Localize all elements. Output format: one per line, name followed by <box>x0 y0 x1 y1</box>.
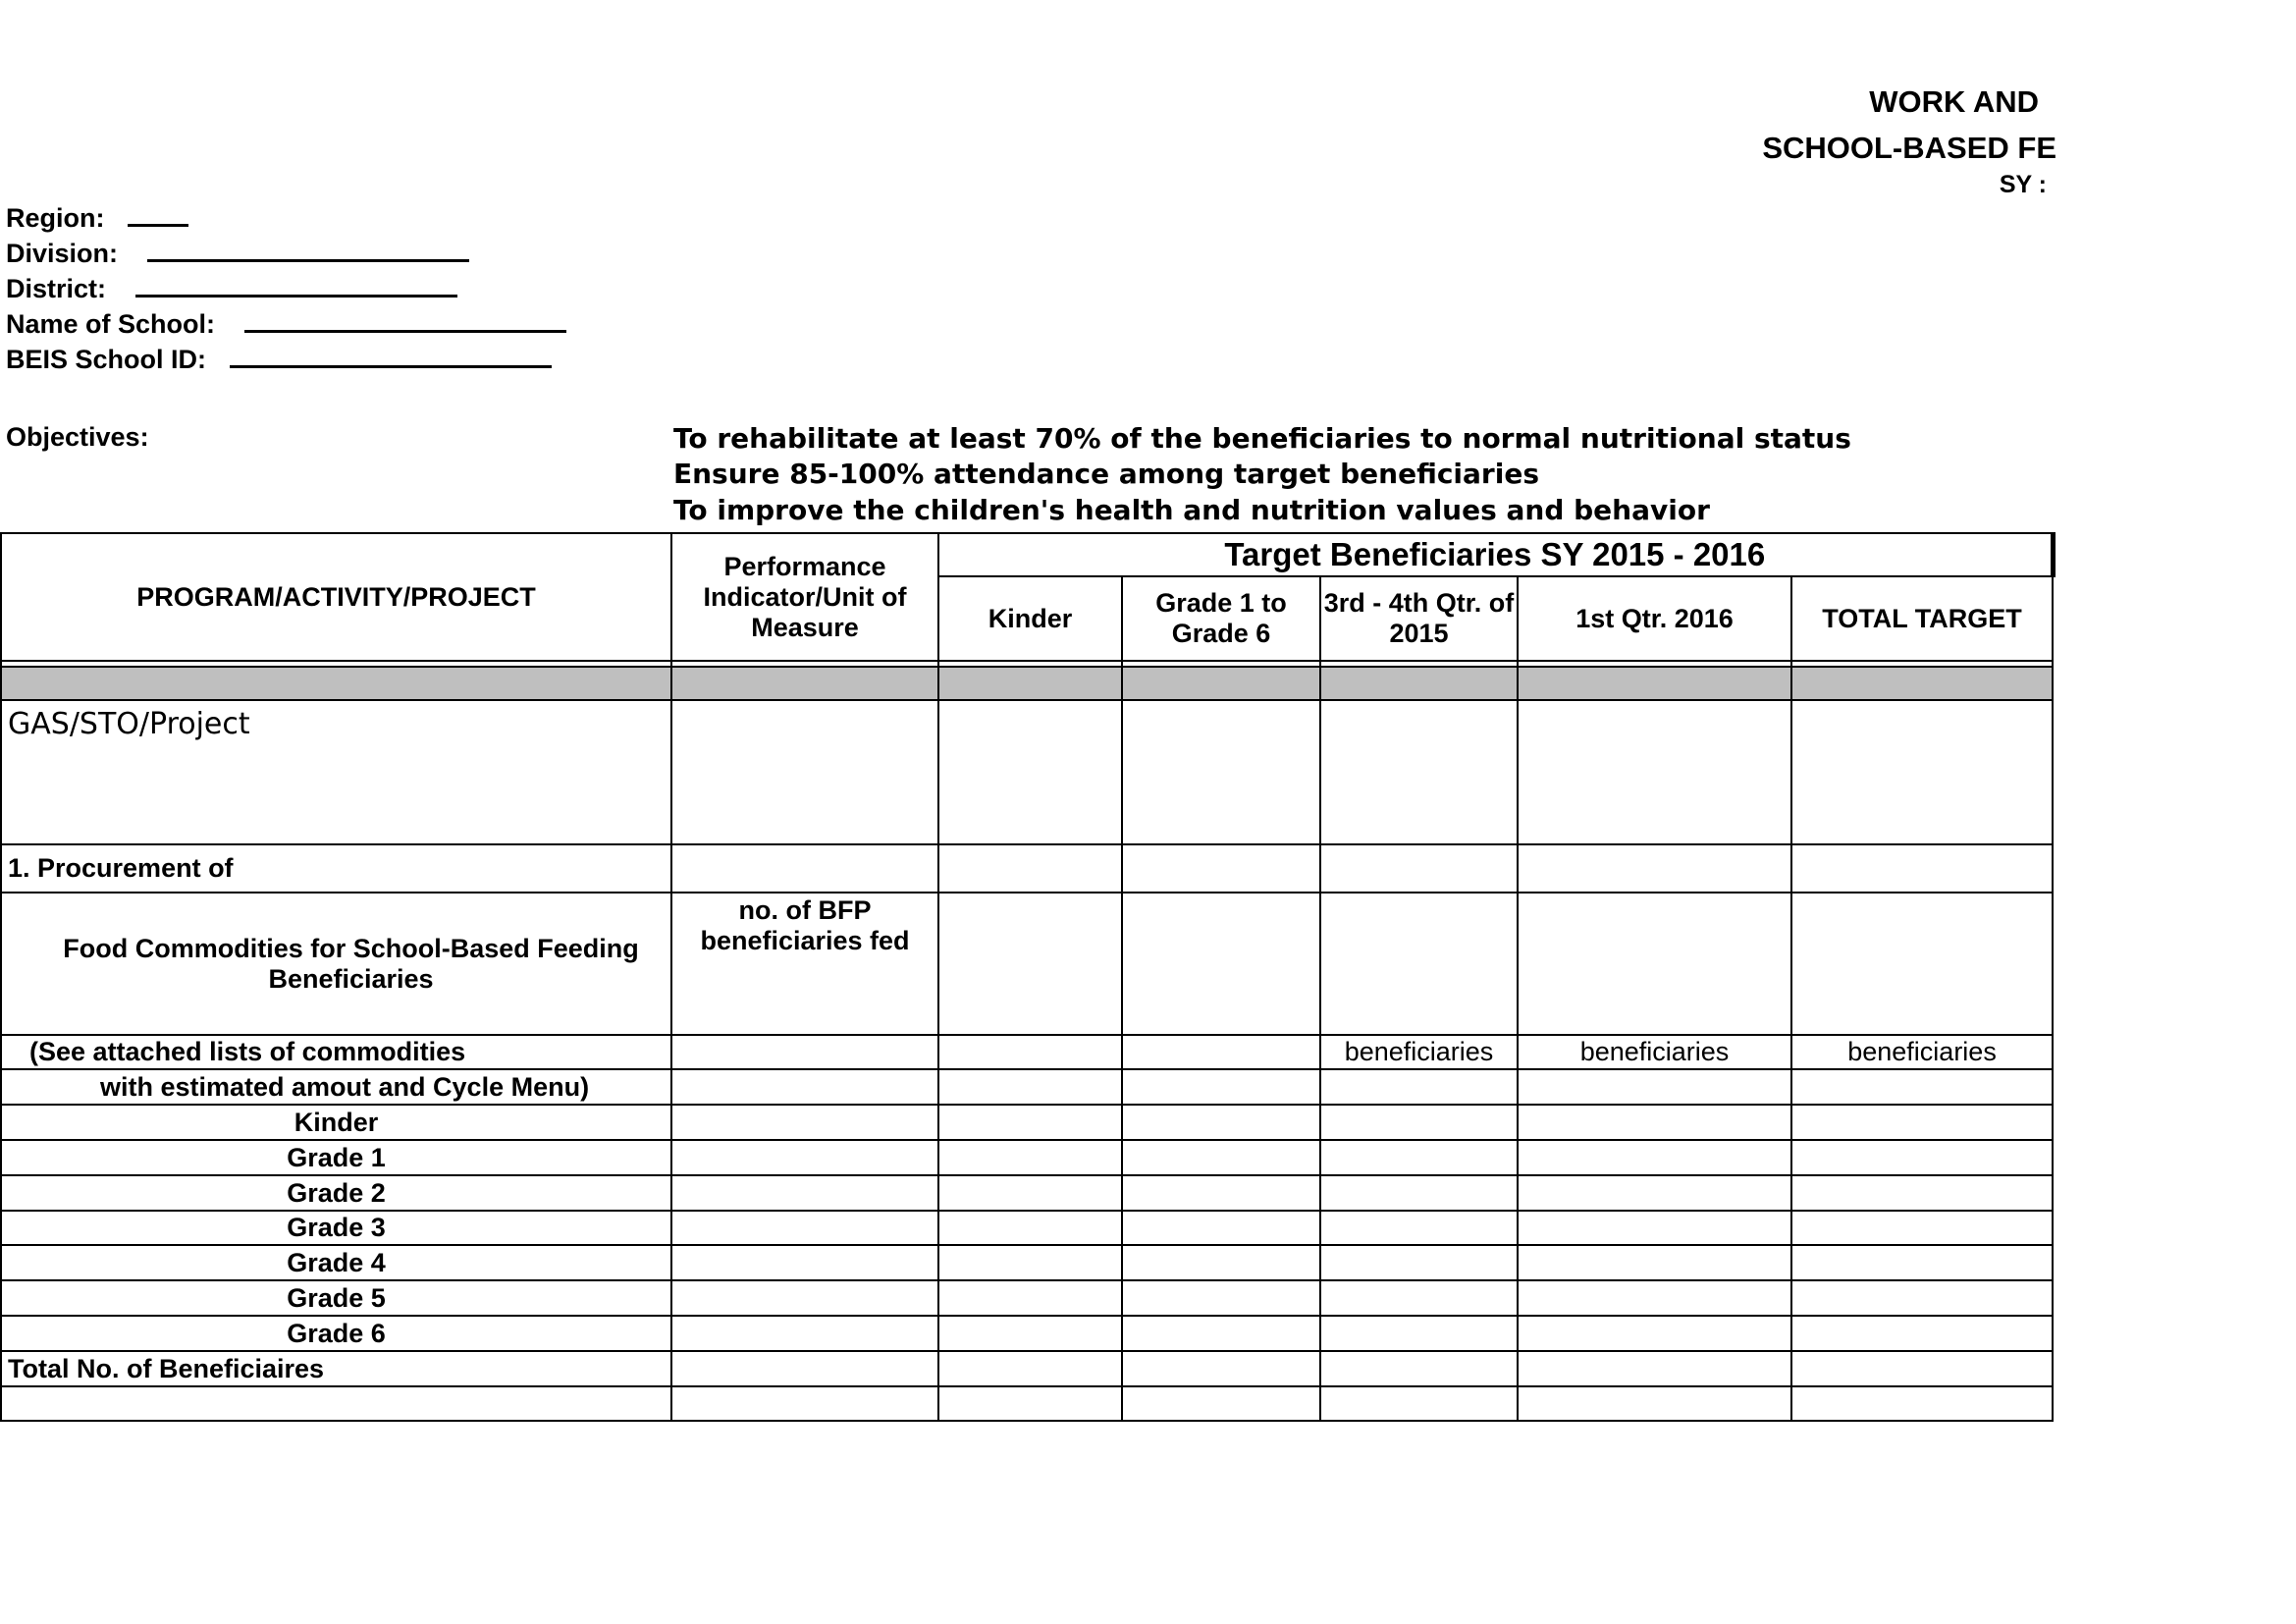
shaded-row <box>1 667 2053 700</box>
food-commodities-label: Food Commodities for School-Based Feeding Beneficiaries <box>1 893 671 1035</box>
district-label: District: <box>6 274 107 303</box>
header-q1-2016: 1st Qtr. 2016 <box>1518 576 1791 661</box>
school-id-field <box>6 344 552 375</box>
feeding-plan-table <box>0 532 2056 1422</box>
beneficiaries-total: beneficiaries <box>1791 1035 2053 1069</box>
total-beneficiaries-label: Total No. of Beneficiaires <box>1 1351 671 1386</box>
school-id-label: BEIS School ID: <box>6 345 207 374</box>
header-target-beneficiaries: Target Beneficiaries SY 2015 - 2016 <box>938 533 2053 576</box>
grade-row-label: Grade 5 <box>1 1280 671 1316</box>
header-q3-q4-2015: 3rd - 4th Qtr. of 2015 <box>1320 576 1518 661</box>
region-label: Region: <box>6 203 105 233</box>
form-title-line1: WORK AND <box>1869 84 2039 119</box>
header-kinder: Kinder <box>938 576 1122 661</box>
header-indicator: Performance Indicator/Unit of Measure <box>671 533 938 661</box>
objective-item: Ensure 85-100% attendance among target beneficiaries <box>673 458 1539 490</box>
objectives-label: Objectives: <box>6 422 149 452</box>
region-blank <box>128 202 188 227</box>
see-attached-note: (See attached lists of commodities <box>1 1035 671 1069</box>
grade-row-label: Grade 3 <box>1 1211 671 1245</box>
objective-item: To rehabilitate at least 70% of the beneficiaries to normal nutritional status <box>673 422 1851 455</box>
header-grade-1-6: Grade 1 to Grade 6 <box>1122 576 1320 661</box>
grade-row-label: Grade 2 <box>1 1175 671 1211</box>
grade-row-label: Grade 1 <box>1 1140 671 1175</box>
division-label: Division: <box>6 239 119 268</box>
grade-row-label: Grade 6 <box>1 1316 671 1351</box>
header-program: PROGRAM/ACTIVITY/PROJECT <box>1 533 671 661</box>
region-field <box>6 202 188 234</box>
school-name-blank <box>244 308 566 333</box>
school-name-field <box>6 308 566 340</box>
school-id-blank <box>230 344 552 368</box>
district-field <box>6 273 457 304</box>
form-title-line2: SCHOOL-BASED FE <box>1762 131 2056 165</box>
grade-row-label: Grade 4 <box>1 1245 671 1280</box>
grade-row-label: Kinder <box>1 1105 671 1140</box>
division-blank <box>147 238 469 262</box>
beneficiaries-q1: beneficiaries <box>1518 1035 1791 1069</box>
procurement-label: 1. Procurement of <box>1 844 671 893</box>
district-blank <box>135 273 457 298</box>
header-total-target: TOTAL TARGET <box>1791 576 2053 661</box>
indicator-bfp-fed: no. of BFP beneficiaries fed <box>671 893 938 1035</box>
beneficiaries-q3-q4: beneficiaries <box>1320 1035 1518 1069</box>
division-field <box>6 238 469 269</box>
estimated-amount-note: with estimated amout and Cycle Menu) <box>1 1069 671 1105</box>
form-title-line3: SY : <box>1999 171 2047 198</box>
objective-item: To improve the children's health and nutrition values and behavior <box>673 494 1710 526</box>
school-name-label: Name of School: <box>6 309 216 339</box>
gas-sto-project-label: GAS/STO/Project <box>1 700 671 844</box>
